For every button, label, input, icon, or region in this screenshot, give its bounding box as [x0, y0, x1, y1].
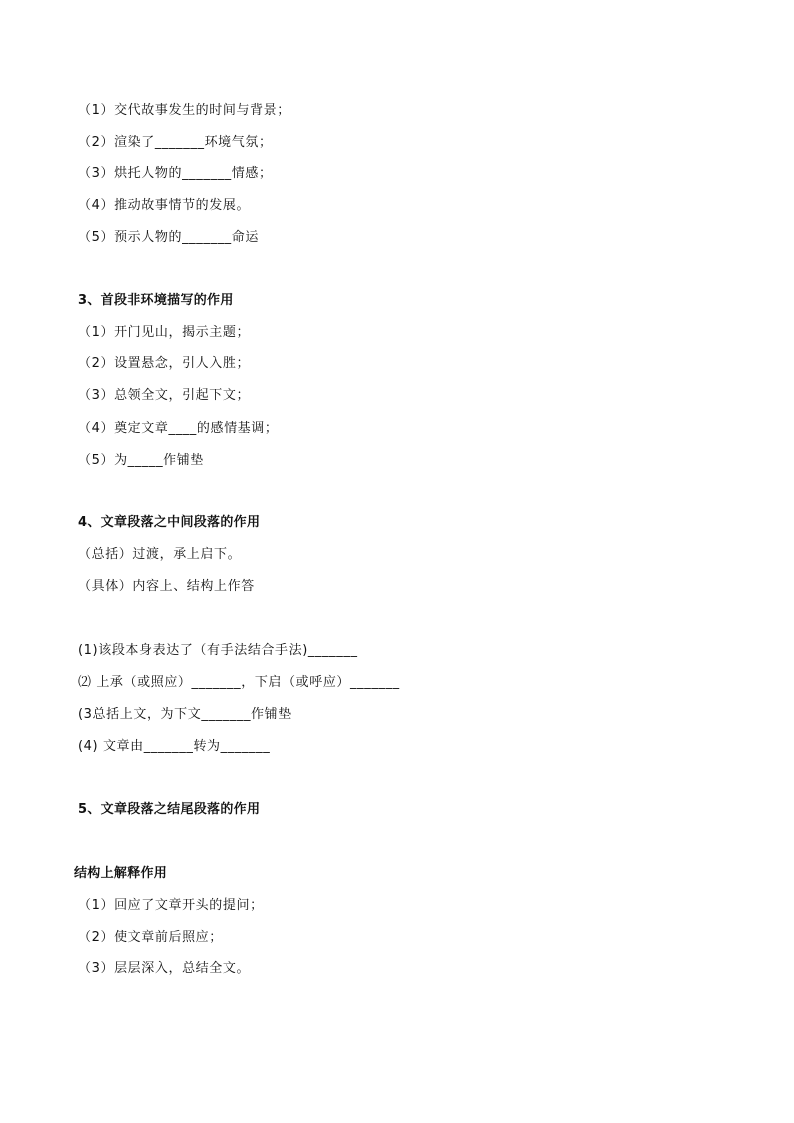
- list-item: （4）奠定文章____的感情基调；: [78, 421, 279, 436]
- list-item: （3）烘托人物的_______情感；: [78, 166, 273, 181]
- list-item: (1)该段本身表达了（有手法结合手法)_______: [78, 643, 358, 658]
- detail-text: （具体）内容上、结构上作答: [78, 579, 255, 594]
- list-item: （3）总领全文，引起下文；: [78, 388, 251, 403]
- list-item: （2）设置悬念，引人入胜；: [78, 356, 251, 371]
- list-item: （1）交代故事发生的时间与背景；: [78, 103, 291, 118]
- list-item: （1）回应了文章开头的提问；: [78, 898, 264, 913]
- list-item: （2）渲染了_______环境气氛；: [78, 135, 273, 150]
- list-item: (4) 文章由_______转为_______: [78, 739, 271, 754]
- list-item: （4）推动故事情节的发展。: [78, 198, 251, 213]
- list-item: （5）为_____作铺垫: [78, 453, 204, 468]
- list-item: （5）预示人物的_______命运: [78, 230, 259, 245]
- list-item: (3总括上文，为下文_______作铺垫: [78, 707, 292, 722]
- section-heading: 4、文章段落之中间段落的作用: [78, 515, 261, 530]
- list-item: （3）层层深入，总结全文。: [78, 961, 251, 976]
- section-heading: 5、文章段落之结尾段落的作用: [78, 802, 261, 817]
- list-item: （2）使文章前后照应；: [78, 930, 223, 945]
- list-item: ⑵ 上承（或照应）_______，下启（或呼应）_______: [78, 675, 400, 690]
- summary-text: （总括）过渡，承上启下。: [78, 547, 242, 562]
- section-subheading: 结构上解释作用: [74, 866, 168, 881]
- list-item: （1）开门见山，揭示主题；: [78, 325, 251, 340]
- section-heading: 3、首段非环境描写的作用: [78, 293, 234, 308]
